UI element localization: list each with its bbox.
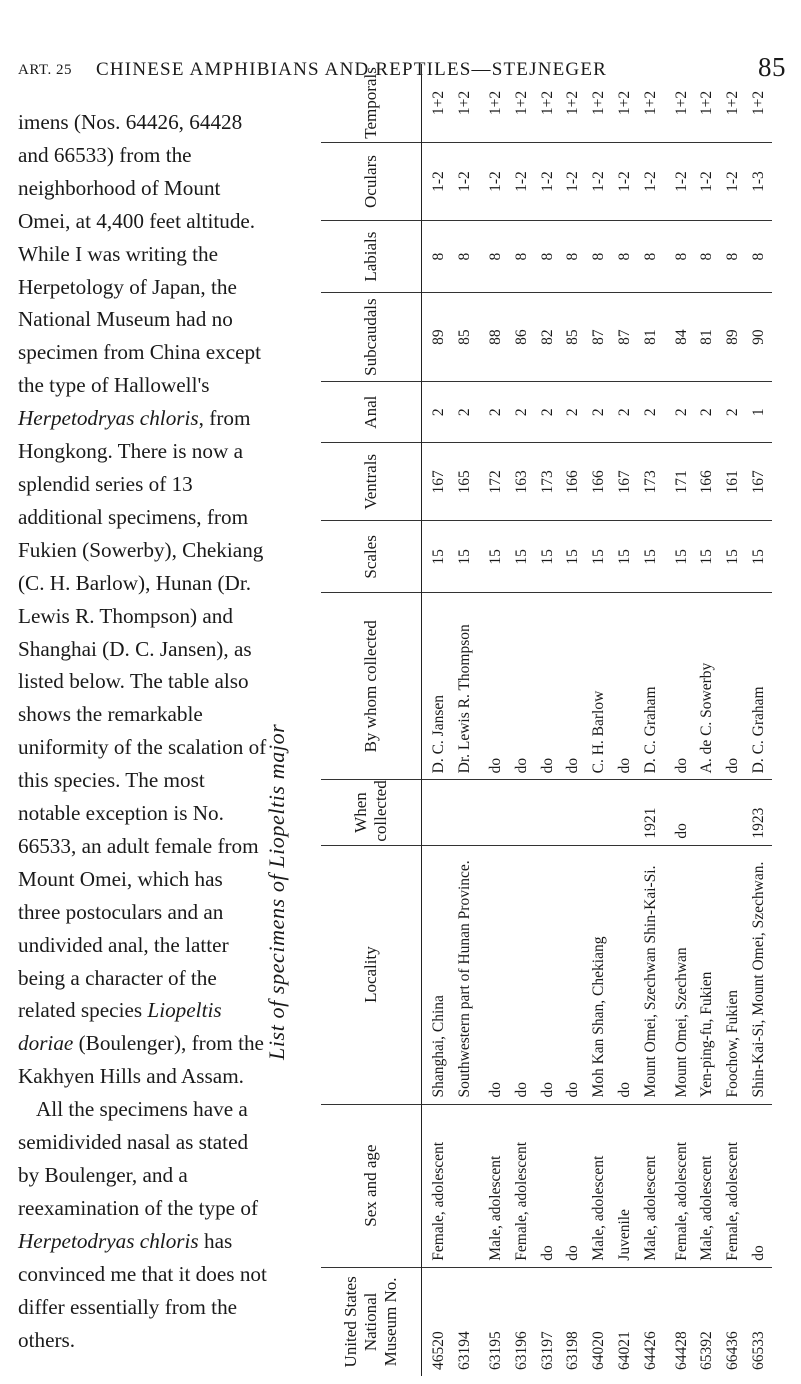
cell-sex-age: Male, adolescent: [586, 1104, 612, 1267]
cell-oculars: 1-2: [669, 142, 695, 220]
cell-subcaudals: 89: [427, 293, 453, 382]
cell-sex-age: do: [535, 1104, 561, 1267]
table-row: [535, 64, 561, 1376]
cell-when-collected: [483, 780, 509, 845]
cell-labials: 8: [509, 221, 535, 293]
cell-temporals: 1+2: [535, 64, 561, 142]
cell-ventrals: 165: [452, 443, 478, 521]
cell-when-collected: 1923: [746, 780, 772, 845]
cell-labials: 8: [746, 221, 772, 293]
cell-when-collected: do: [669, 780, 695, 845]
cell-collector: D. C. Jansen: [427, 593, 453, 780]
cell-museum-number: 46520: [430, 1331, 448, 1370]
cell-museum-number: 63194: [456, 1331, 474, 1370]
cell-locality: Shin-Kai-Si, Mount Omei, Szechwan.: [746, 845, 772, 1104]
cell-museum-number: 66436: [724, 1331, 742, 1370]
cell-when-collected: [427, 780, 453, 845]
body-text: [18, 106, 270, 1356]
cell-subcaudals: 84: [669, 293, 695, 382]
cell-temporals: 1+2: [452, 64, 478, 142]
cell-collector: D. C. Graham: [638, 593, 664, 780]
cell-temporals: 1+2: [746, 64, 772, 142]
cell-oculars: 1-2: [427, 142, 453, 220]
species-name: Herpetodryas chloris: [18, 1228, 199, 1253]
cell-oculars: 1-3: [746, 142, 772, 220]
table-row: [483, 64, 509, 1376]
header-subcaudals: Subcaudals: [321, 293, 421, 382]
cell-locality: Moh Kan Shan, Chekiang: [586, 845, 612, 1104]
cell-scales: 15: [560, 521, 586, 593]
table-row: [694, 64, 720, 1376]
cell-ventrals: 167: [612, 443, 638, 521]
cell-ventrals: 173: [535, 443, 561, 521]
cell-collector: D. C. Graham: [746, 593, 772, 780]
text-run: (Boulenger), from the Kakhyen Hills and Assam.: [18, 1031, 264, 1089]
cell-collector: do: [560, 593, 586, 780]
cell-sex-age: Male, adolescent: [694, 1104, 720, 1267]
cell-when-collected: [560, 780, 586, 845]
cell-collector: do: [612, 593, 638, 780]
cell-anal: 1: [746, 382, 772, 443]
specimen-table: [321, 64, 772, 1376]
cell-sex-age: do: [746, 1104, 772, 1267]
cell-labials: 8: [535, 221, 561, 293]
table-row: [612, 64, 638, 1376]
cell-when-collected: [586, 780, 612, 845]
cell-museum-number: 63198: [564, 1331, 582, 1370]
cell-oculars: 1-2: [560, 142, 586, 220]
cell-collector: do: [535, 593, 561, 780]
cell-anal: 2: [452, 382, 478, 443]
header-ventrals: Ventrals: [321, 443, 421, 521]
cell-temporals: 1+2: [586, 64, 612, 142]
cell-locality: do: [483, 845, 509, 1104]
cell-oculars: 1-2: [586, 142, 612, 220]
table-caption: List of specimens of Liopeltis major: [264, 723, 289, 1060]
cell-ventrals: 167: [427, 443, 453, 521]
cell-anal: 2: [509, 382, 535, 443]
species-name: Herpetodryas chloris: [18, 406, 199, 431]
table-row: [746, 64, 772, 1376]
cell-locality: Mount Omei, Szechwan: [669, 845, 695, 1104]
table-row: [638, 64, 664, 1376]
cell-sex-age: Female, adolescent: [669, 1104, 695, 1267]
cell-scales: 15: [509, 521, 535, 593]
cell-labials: 8: [638, 221, 664, 293]
cell-locality: do: [535, 845, 561, 1104]
header-collector: By whom collected: [321, 593, 421, 780]
cell-sex-age: Male, adolescent: [483, 1104, 509, 1267]
cell-oculars: 1-2: [694, 142, 720, 220]
header-scales: Scales: [321, 521, 421, 593]
cell-subcaudals: 90: [746, 293, 772, 382]
cell-collector: C. H. Barlow: [586, 593, 612, 780]
cell-locality: do: [560, 845, 586, 1104]
table-body: [421, 64, 772, 1376]
species-name: Liopeltis doriae: [18, 998, 222, 1056]
cell-scales: 15: [427, 521, 453, 593]
table-row: [509, 64, 535, 1376]
cell-scales: 15: [586, 521, 612, 593]
cell-labials: 8: [452, 221, 478, 293]
cell-scales: 15: [720, 521, 746, 593]
cell-oculars: 1-2: [483, 142, 509, 220]
cell-subcaudals: 82: [535, 293, 561, 382]
cell-temporals: 1+2: [427, 64, 453, 142]
cell-when-collected: [720, 780, 746, 845]
cell-locality: do: [509, 845, 535, 1104]
cell-labials: 8: [612, 221, 638, 293]
cell-museum-number: 65392: [698, 1331, 716, 1370]
cell-museum-number: 63196: [512, 1331, 530, 1370]
cell-scales: 15: [638, 521, 664, 593]
cell-oculars: 1-2: [535, 142, 561, 220]
cell-labials: 8: [560, 221, 586, 293]
cell-sex-age: Female, adolescent: [720, 1104, 746, 1267]
cell-ventrals: 166: [694, 443, 720, 521]
header-anal: Anal: [321, 382, 421, 443]
cell-ventrals: 171: [669, 443, 695, 521]
cell-anal: 2: [638, 382, 664, 443]
cell-museum-number: 64428: [672, 1331, 690, 1370]
cell-ventrals: 166: [586, 443, 612, 521]
table-row: [452, 64, 478, 1376]
cell-oculars: 1-2: [612, 142, 638, 220]
cell-sex-age: Male, adolescent: [638, 1104, 664, 1267]
cell-museum-number: 64426: [641, 1331, 659, 1370]
text-run: imens (Nos. 64426, 64428 and 66533) from the neighborhood of Mount Omei, at 4,400 feet altitude. While I was writing the Herpetology of Japan, the National Museum had no specimen from China except the type of Hallowell's: [18, 110, 261, 398]
cell-subcaudals: 89: [720, 293, 746, 382]
cell-labials: 8: [720, 221, 746, 293]
cell-when-collected: [535, 780, 561, 845]
cell-locality: Foochow, Fukien: [720, 845, 746, 1104]
cell-scales: 15: [669, 521, 695, 593]
cell-collector: Dr. Lewis R. Thompson: [452, 593, 478, 780]
cell-museum-number: 63195: [486, 1331, 504, 1370]
cell-sex-age: Female, adolescent: [427, 1104, 453, 1267]
cell-sex-age: do: [560, 1104, 586, 1267]
cell-museum-number: 66533: [750, 1331, 768, 1370]
paragraph-2: [18, 1093, 270, 1356]
cell-anal: 2: [586, 382, 612, 443]
cell-labials: 8: [483, 221, 509, 293]
cell-oculars: 1-2: [452, 142, 478, 220]
text-run: All the specimens have a semidivided nasal as stated by Boulenger, and a reexamination of the type of: [18, 1097, 259, 1220]
cell-locality: Southwestern part of Hunan Province.: [452, 845, 478, 1104]
cell-sex-age: [452, 1104, 478, 1267]
cell-labials: 8: [427, 221, 453, 293]
article-number: ART. 25: [18, 62, 72, 78]
cell-scales: 15: [612, 521, 638, 593]
cell-ventrals: 161: [720, 443, 746, 521]
cell-anal: 2: [427, 382, 453, 443]
cell-locality: Shanghai, China: [427, 845, 453, 1104]
cell-labials: 8: [586, 221, 612, 293]
cell-temporals: 1+2: [560, 64, 586, 142]
specimen-table-rotated: [321, 64, 772, 1376]
cell-ventrals: 166: [560, 443, 586, 521]
header-sex-age: Sex and age: [321, 1104, 421, 1267]
cell-locality: Yen-ping-fu, Fukien: [694, 845, 720, 1104]
cell-anal: 2: [535, 382, 561, 443]
cell-sex-age: Female, adolescent: [509, 1104, 535, 1267]
cell-anal: 2: [560, 382, 586, 443]
cell-ventrals: 172: [483, 443, 509, 521]
cell-anal: 2: [612, 382, 638, 443]
cell-labials: 8: [694, 221, 720, 293]
cell-temporals: 1+2: [694, 64, 720, 142]
cell-subcaudals: 81: [638, 293, 664, 382]
cell-collector: do: [483, 593, 509, 780]
page-number: 85: [758, 52, 786, 82]
cell-when-collected: [694, 780, 720, 845]
cell-anal: 2: [483, 382, 509, 443]
cell-when-collected: 1921: [638, 780, 664, 845]
header-when-collected: When collected: [321, 780, 421, 845]
table-row: [586, 64, 612, 1376]
cell-when-collected: [612, 780, 638, 845]
cell-anal: 2: [720, 382, 746, 443]
table-row: [669, 64, 695, 1376]
header-temporals: Temporals: [321, 64, 421, 142]
cell-scales: 15: [483, 521, 509, 593]
cell-temporals: 1+2: [638, 64, 664, 142]
cell-temporals: 1+2: [509, 64, 535, 142]
header-museum-number: United States National Museum No.: [321, 1267, 421, 1376]
cell-sex-age: Juvenile: [612, 1104, 638, 1267]
text-run: has convinced me that it does not differ essentially from the others.: [18, 1228, 267, 1352]
cell-scales: 15: [746, 521, 772, 593]
cell-ventrals: 173: [638, 443, 664, 521]
table-row: [560, 64, 586, 1376]
cell-scales: 15: [535, 521, 561, 593]
cell-oculars: 1-2: [509, 142, 535, 220]
cell-collector: do: [720, 593, 746, 780]
header-locality: Locality: [321, 845, 421, 1104]
cell-ventrals: 167: [746, 443, 772, 521]
cell-labials: 8: [669, 221, 695, 293]
paragraph-1: [18, 106, 270, 1093]
cell-locality: do: [612, 845, 638, 1104]
cell-subcaudals: 86: [509, 293, 535, 382]
cell-when-collected: [509, 780, 535, 845]
cell-temporals: 1+2: [720, 64, 746, 142]
cell-subcaudals: 88: [483, 293, 509, 382]
table-row: [720, 64, 746, 1376]
cell-temporals: 1+2: [669, 64, 695, 142]
cell-subcaudals: 85: [560, 293, 586, 382]
cell-scales: 15: [452, 521, 478, 593]
cell-subcaudals: 87: [586, 293, 612, 382]
table-row: [427, 64, 453, 1376]
cell-temporals: 1+2: [483, 64, 509, 142]
cell-collector: do: [509, 593, 535, 780]
cell-locality: Mount Omei, Szechwan Shin-Kai-Si.: [638, 845, 664, 1104]
cell-museum-number: 64020: [590, 1331, 608, 1370]
cell-subcaudals: 85: [452, 293, 478, 382]
cell-museum-number: 64021: [615, 1331, 633, 1370]
cell-ventrals: 163: [509, 443, 535, 521]
header-oculars: Oculars: [321, 142, 421, 220]
cell-collector: A. de C. Sowerby: [694, 593, 720, 780]
cell-subcaudals: 87: [612, 293, 638, 382]
running-title: CHINESE AMPHIBIANS AND REPTILES—STEJNEGER: [96, 59, 608, 80]
text-run: , from Hongkong. There is now a splendid series of 13 additional specimens, from Fukien (Sowerby), Chekiang (C. H. Barlow), Hunan (Dr. Lewis R. Thompson) and Shanghai (D. C. Jansen), as listed below. The table also shows the remarkable uniformity of the scalation of this species. The most notable exception is No. 66533, an adult female from Mount Omei, which has three postoculars and an undivided anal, the latter being a character of the related species: [18, 406, 267, 1023]
cell-oculars: 1-2: [638, 142, 664, 220]
cell-collector: do: [669, 593, 695, 780]
header-labials: Labials: [321, 221, 421, 293]
cell-anal: 2: [694, 382, 720, 443]
cell-museum-number: 63197: [538, 1331, 556, 1370]
cell-scales: 15: [694, 521, 720, 593]
cell-when-collected: [452, 780, 478, 845]
table-header-row: [321, 64, 421, 1376]
cell-temporals: 1+2: [612, 64, 638, 142]
cell-oculars: 1-2: [720, 142, 746, 220]
cell-subcaudals: 81: [694, 293, 720, 382]
cell-anal: 2: [669, 382, 695, 443]
